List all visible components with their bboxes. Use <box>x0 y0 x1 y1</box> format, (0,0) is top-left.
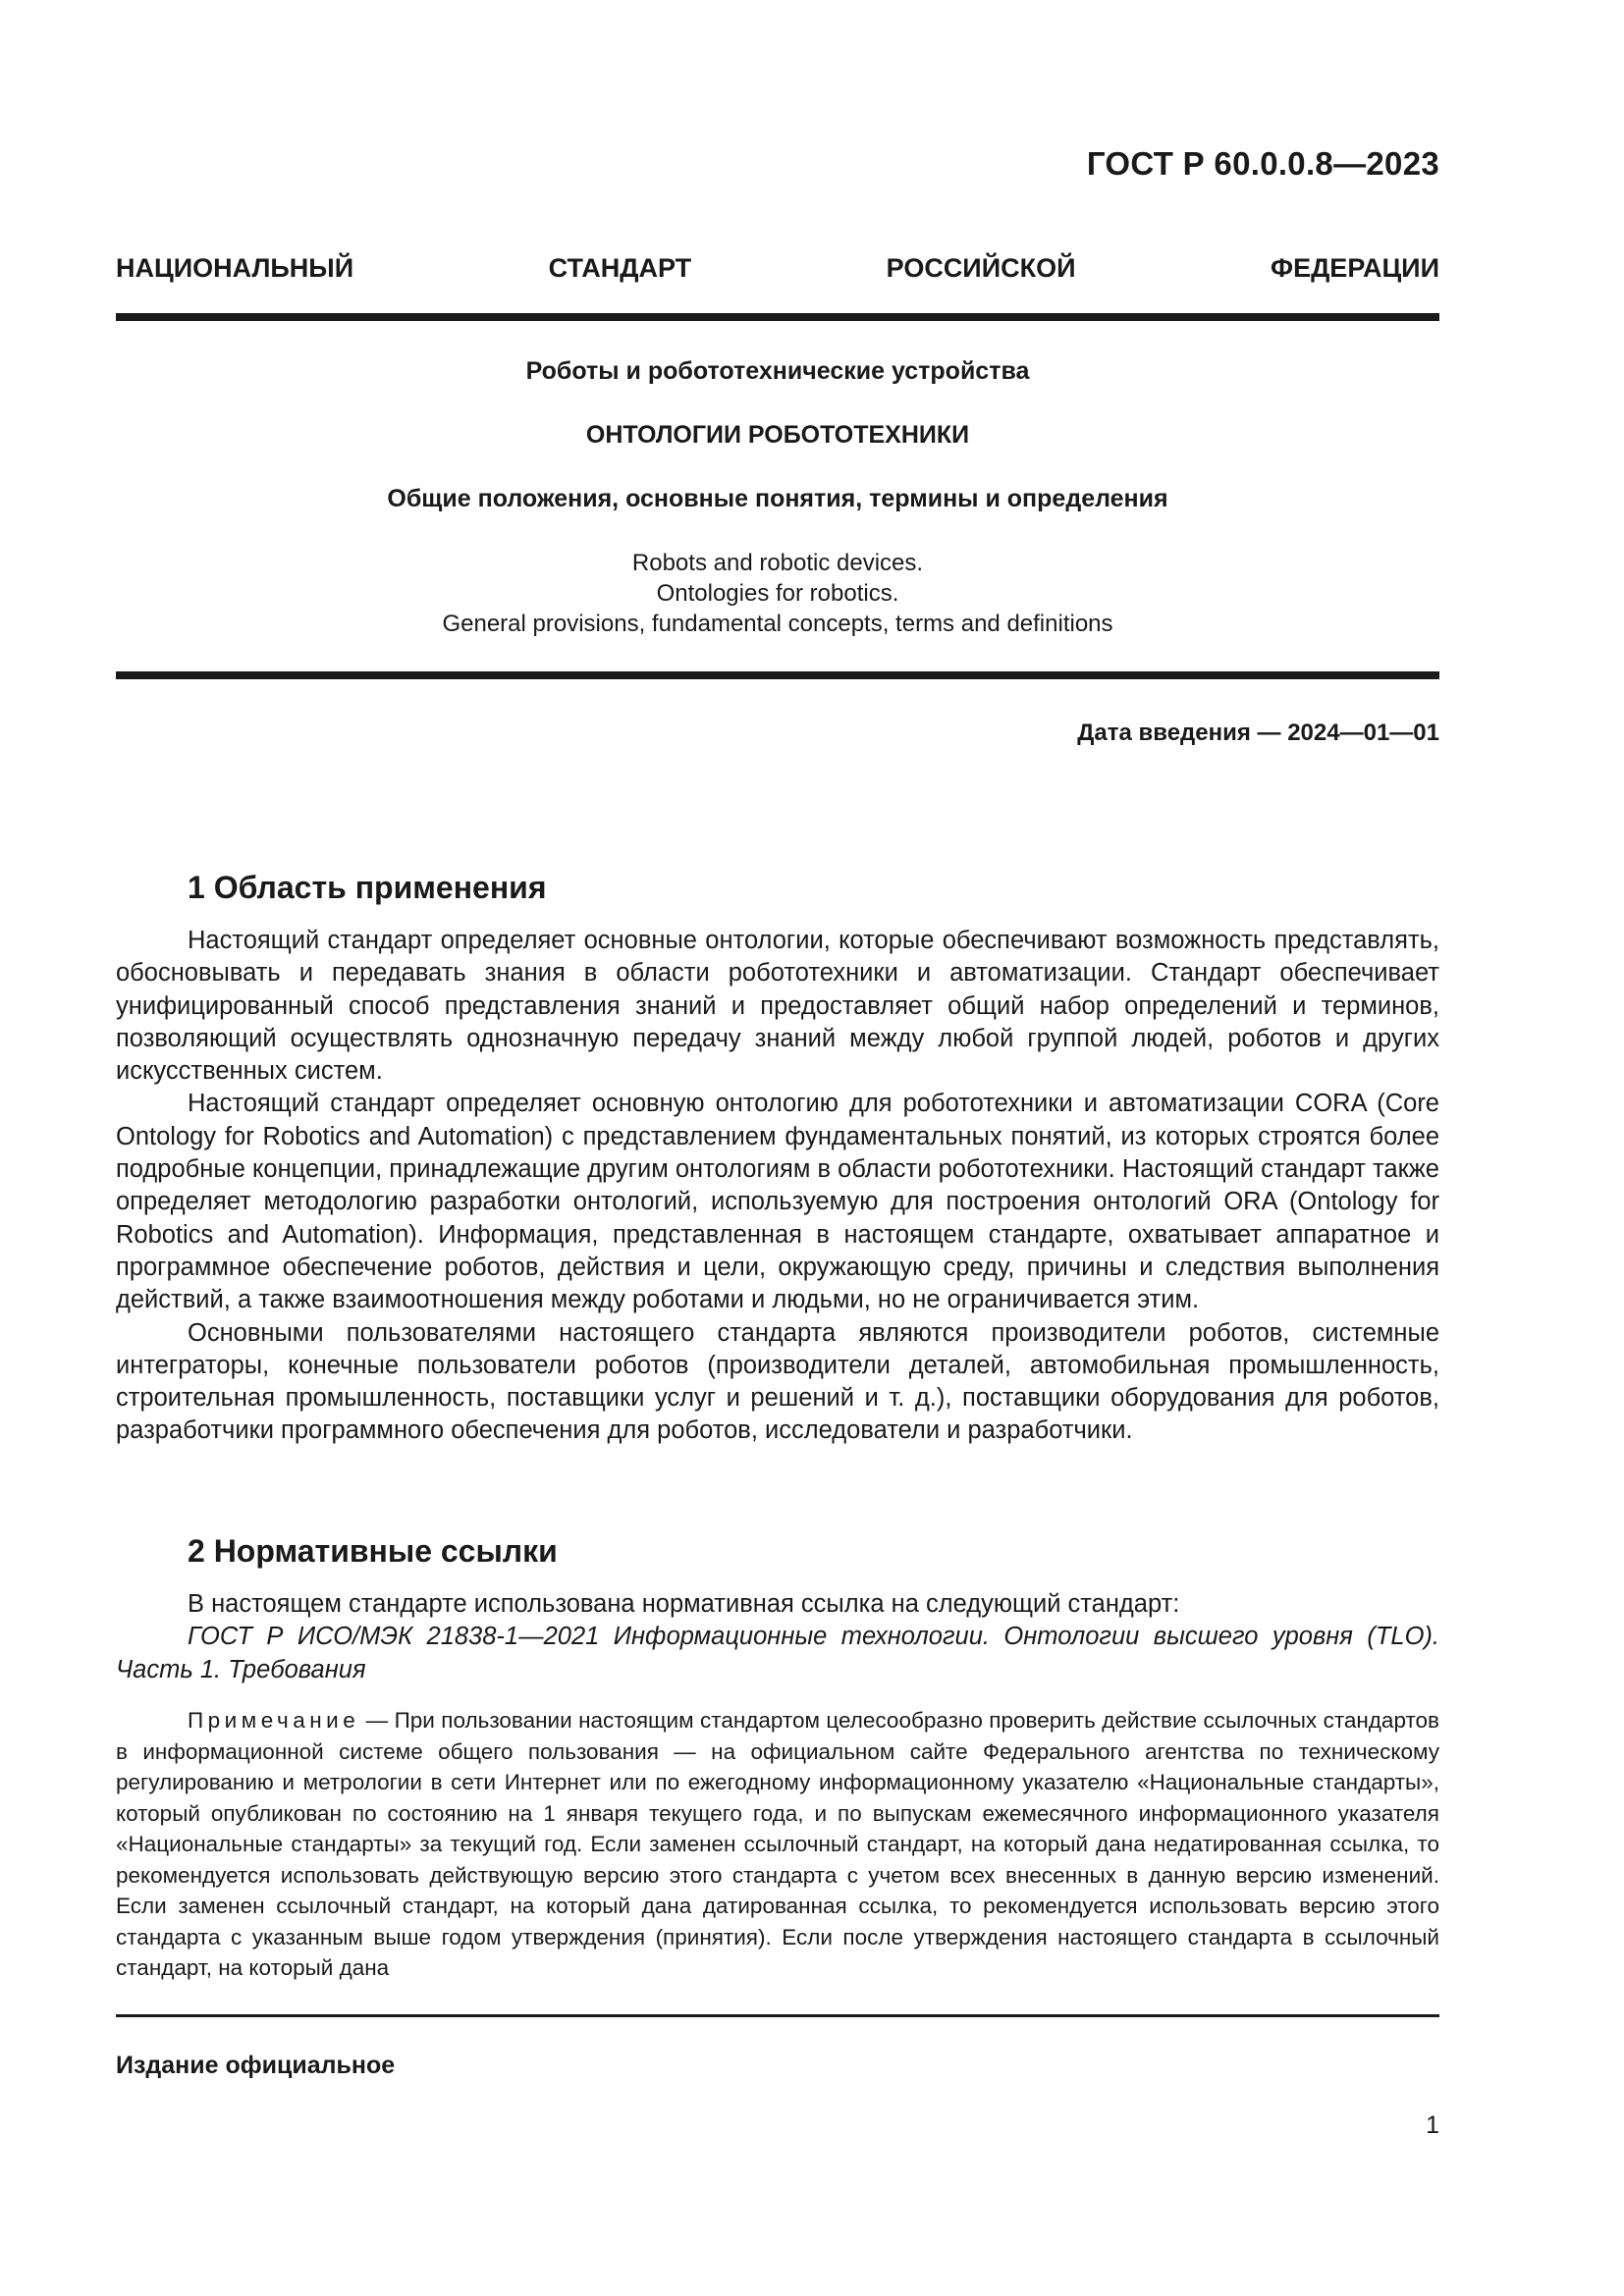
normative-reference: ГОСТ Р ИСО/МЭК 21838-1—2021 Информационные технологии. Онтологии высшего уровня (TLO). Часть 1. Требования <box>116 1623 1439 1683</box>
note-label: Примечание <box>188 1708 360 1733</box>
header-rule <box>116 313 1439 321</box>
note-block <box>116 1705 1439 1984</box>
document-code: ГОСТ Р 60.0.0.8—2023 <box>1086 145 1439 182</box>
title-line-2: ОНТОЛОГИИ РОБОТОТЕХНИКИ <box>585 421 970 449</box>
english-title-line: General provisions, fundamental concepts, terms and definitions <box>442 611 1113 637</box>
introduction-date: Дата введения — 2024—01—01 <box>1077 720 1439 746</box>
title-rule <box>116 671 1439 679</box>
english-title-line: Robots and robotic devices. <box>631 550 924 576</box>
document-page <box>116 0 1439 2296</box>
english-title <box>116 548 1439 639</box>
section-2-body <box>116 1588 1439 1686</box>
title-line-3: Общие положения, основные понятия, термины и определения <box>387 485 1168 512</box>
paragraph: Настоящий стандарт определяет основную онтологию для робототехники и автоматизации CORA (Core Ontology for Robotics and Automation) с представлением фундаментальных понятий, из которых строятся более подробные концепции, принадлежащие другим онтологиям в области робототехники. Настоящий стандарт также определяет методологию разработки онтологий, используемую для построения онтологий ORA (Ontology for Robotics and Automation). Информация, представленная в настоящем стандарте, охватывает аппаратное и программное обеспечение роботов, действия и цели, окружающую среду, причины и следствия выполнения действий, а также взаимоотношения между роботами и людьми, но не ограничивается этим. <box>116 1090 1439 1314</box>
paragraph: Основными пользователями настоящего стандарта являются производители роботов, системные интеграторы, конечные пользователи роботов (производители деталей, автомобильная промышленность, строительная промышленность, поставщики услуг и решений и т. д.), поставщики оборудования для роботов, разработчики программного обеспечения для роботов, исследователи и разработчики. <box>116 1318 1439 1445</box>
references-intro: В настоящем стандарте использована нормативная ссылка на следующий стандарт: <box>188 1590 1180 1618</box>
official-edition-label: Издание официальное <box>116 2052 396 2079</box>
title-line-1: Роботы и робототехнические устройства <box>525 357 1030 385</box>
paragraph: Настоящий стандарт определяет основные онтологии, которые обеспечивают возможность представлять, обосновывать и передавать знания в области робототехники и автоматизации. Стандарт обеспечивает унифицированный способ представления знаний и предоставляет общий набор определений и терминов, позволяющий осуществлять однозначную передачу знаний между любой группой людей, роботов и других искусственных систем. <box>116 927 1439 1086</box>
footer-rule <box>116 2014 1439 2017</box>
section-1-heading: 1 Область применения <box>188 870 547 905</box>
section-1-body <box>116 925 1439 1448</box>
english-title-line: Ontologies for robotics. <box>656 580 899 607</box>
note-text: — При пользовании настоящим стандартом целесообразно проверить действие ссылочных стандартов в информационной системе общего пользования — на официальном сайте Федерального агентства по техническому регулированию и метрологии в сети Интернет или по ежегодному информационному указателю «Национальные стандарты», который опубликован по состоянию на 1 января текущего года, и по выпускам ежемесячного информационного указателя «Национальные стандарты» за текущий год. Если заменен ссылочный стандарт, на который дана недатированная ссылка, то рекомендуется использовать действующую версию этого стандарта с учетом всех внесенных в данную версию изменений. Если заменен ссылочный стандарт, на который дана датированная ссылка, то рекомендуется использовать версию этого стандарта с указанным выше годом утверждения (принятия). Если после утверждения настоящего стандарта в ссылочный стандарт, на который дана <box>116 1708 1439 1980</box>
section-2-heading: 2 Нормативные ссылки <box>188 1533 558 1569</box>
national-standard-title: НАЦИОНАЛЬНЫЙ СТАНДАРТ РОССИЙСКОЙ ФЕДЕРАЦИИ <box>116 253 1439 283</box>
page-number: 1 <box>1426 2111 1439 2139</box>
